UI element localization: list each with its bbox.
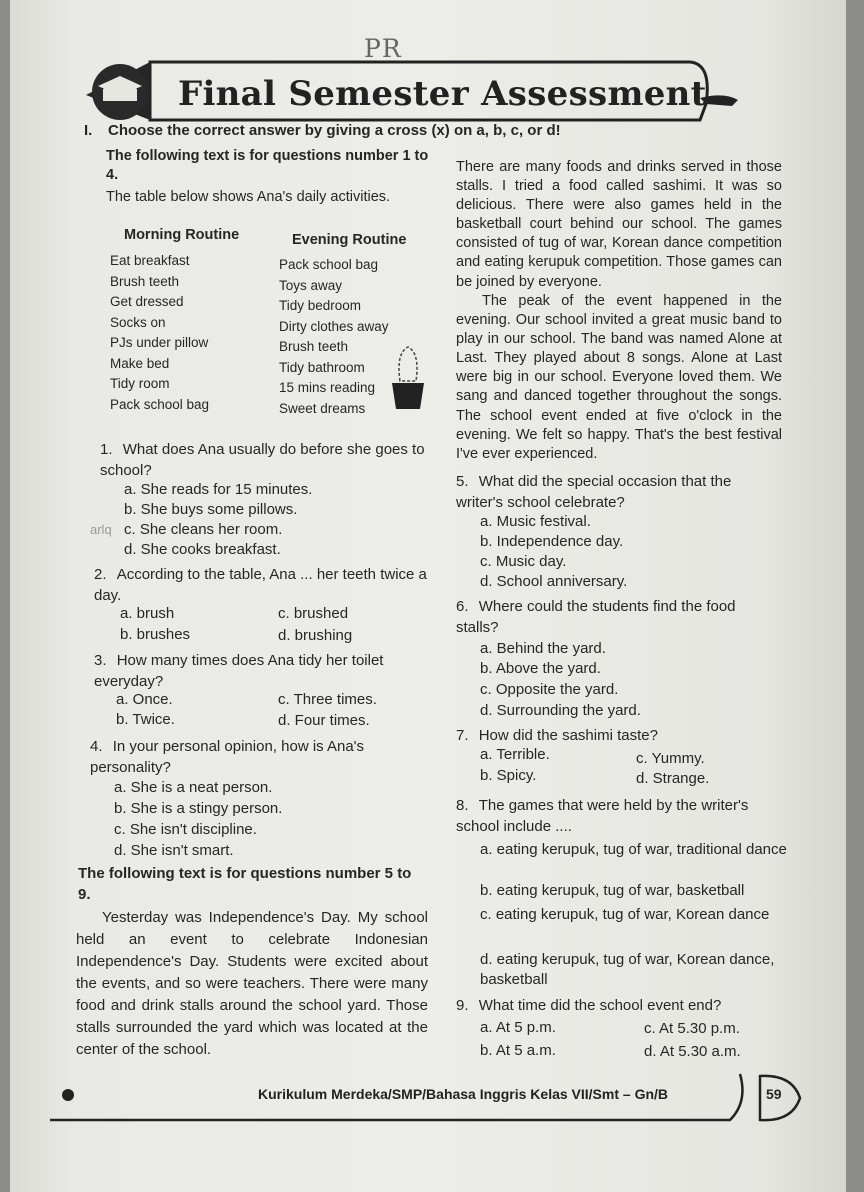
- evening-list: [279, 255, 389, 419]
- morning-item: Tidy room: [110, 376, 170, 391]
- q2-option-b[interactable]: b. brushes: [120, 626, 191, 643]
- question-number: 6.: [456, 598, 469, 615]
- q9-option-a[interactable]: a. At 5 p.m.: [480, 1019, 556, 1036]
- page-title: Final Semester Assessment: [178, 74, 707, 114]
- intro-1-4: The following text is for questions number 1 to 4.: [106, 148, 429, 184]
- q7-option-a[interactable]: a. Terrible.: [480, 746, 550, 763]
- q1-option-a[interactable]: a. She reads for 15 minutes.: [124, 481, 313, 498]
- footer-rule: [0, 1072, 864, 1132]
- question-text: What did the special occasion that the writer's school celebrate?: [456, 473, 732, 511]
- passage-right-2: The peak of the event happened in the evening. Our school invited a great music band to play in our school. The band was named Alone at Last. They played about 8 songs. Alone at Last were big in our school. Everyone loved them. We sang and danced together throughout the songs. The school event ended at five o'clock in the evening. We felt so happy. That's the best festival I've ever experienced.: [456, 293, 782, 462]
- handwritten-note: PR: [364, 34, 402, 63]
- routine-table: [98, 215, 428, 416]
- question-text: How did the sashimi taste?: [478, 727, 658, 744]
- evening-item: Dirty clothes away: [279, 318, 389, 334]
- evening-item: Pack school bag: [279, 257, 379, 272]
- morning-item: PJs under pillow: [110, 335, 209, 350]
- morning-item: Socks on: [110, 314, 166, 330]
- q4-option-c[interactable]: c. She isn't discipline.: [114, 821, 257, 838]
- intro-5-9: The following text is for questions number 5 to 9.: [78, 865, 412, 903]
- question-text: What time did the school event end?: [478, 997, 722, 1014]
- question-1: [100, 440, 430, 481]
- q6-option-b[interactable]: b. Above the yard.: [480, 660, 601, 677]
- question-number: 1.: [100, 441, 113, 458]
- morning-item: Make bed: [110, 355, 170, 371]
- q5-option-b[interactable]: b. Independence day.: [480, 533, 624, 550]
- q4-option-b[interactable]: b. She is a stingy person.: [114, 800, 283, 817]
- evening-item: Tidy bedroom: [279, 298, 362, 313]
- q5-option-c[interactable]: c. Music day.: [480, 553, 567, 570]
- question-5: [456, 472, 782, 513]
- intro-table: The table below shows Ana's daily activities.: [106, 189, 391, 205]
- q4-option-a[interactable]: a. She is a neat person.: [114, 779, 273, 796]
- q1-option-c[interactable]: c. She cleans her room.: [124, 521, 283, 538]
- question-number: 7.: [456, 727, 469, 744]
- evening-header: Evening Routine: [292, 232, 407, 248]
- morning-item: Brush teeth: [110, 273, 180, 289]
- question-text: Where could the students find the food stalls?: [456, 598, 736, 636]
- q7-option-b[interactable]: b. Spicy.: [480, 767, 537, 784]
- q5-option-a[interactable]: a. Music festival.: [480, 513, 591, 530]
- passage-left: Yesterday was Independence's Day. My school held an event to celebrate Indonesian Independence's Day. Students were excited about the events, and so were teachers. There were many food and drink stalls around the school yard. Those stalls surrounded the yard which was located at the center of the school.: [76, 909, 428, 1058]
- question-number: 5.: [456, 473, 469, 490]
- q2-option-c[interactable]: c. brushed: [278, 605, 349, 622]
- question-2: [94, 565, 430, 606]
- morning-item: Pack school bag: [110, 396, 210, 412]
- q9-option-c[interactable]: c. At 5.30 p.m.: [644, 1020, 740, 1037]
- q8-option-c[interactable]: c. eating kerupuk, tug of war, Korean dance: [480, 906, 770, 923]
- q5-option-d[interactable]: d. School anniversary.: [480, 573, 628, 590]
- q6-option-c[interactable]: c. Opposite the yard.: [480, 681, 619, 698]
- q8-option-d[interactable]: d. eating kerupuk, tug of war, Korean dance, basketball: [480, 951, 775, 988]
- question-number: 8.: [456, 797, 469, 814]
- q4-option-d[interactable]: d. She isn't smart.: [114, 842, 234, 859]
- question-8: [456, 796, 792, 837]
- q3-option-d[interactable]: d. Four times.: [278, 712, 370, 729]
- plant-pot-icon: [388, 343, 428, 413]
- section-number: I.: [84, 122, 93, 139]
- question-6: [456, 597, 782, 638]
- question-text: The games that were held by the writer's school include ....: [456, 797, 749, 835]
- question-text: How many times does Ana tidy her toilet everyday?: [94, 652, 384, 690]
- evening-item: 15 mins reading: [279, 380, 376, 395]
- q7-option-d[interactable]: d. Strange.: [636, 770, 710, 787]
- passage-right: There are many foods and drinks served in those stalls. I tried a food called sashimi. It was so delicious. There were also games held in the basketball court behind our school. The games consisted of tug of war, Korean dance competition and eating kerupuk competition. Those games can be joined by everyone.: [456, 159, 782, 290]
- q9-option-b[interactable]: b. At 5 a.m.: [480, 1042, 556, 1059]
- q2-option-d[interactable]: d. brushing: [278, 627, 353, 644]
- q3-option-a[interactable]: a. Once.: [116, 691, 173, 708]
- q9-option-d[interactable]: d. At 5.30 a.m.: [644, 1043, 741, 1060]
- title-banner: [0, 0, 864, 140]
- question-9: [456, 996, 782, 1017]
- q6-option-a[interactable]: a. Behind the yard.: [480, 640, 606, 657]
- stray-mark: arlq: [90, 522, 112, 537]
- question-number: 3.: [94, 652, 107, 669]
- q2-option-a[interactable]: a. brush: [120, 605, 175, 622]
- evening-item: Sweet dreams: [279, 400, 366, 416]
- question-text: What does Ana usually do before she goes to school?: [100, 441, 425, 479]
- question-text: According to the table, Ana ... her teeth twice a day.: [94, 566, 427, 604]
- q1-option-b[interactable]: b. She buys some pillows.: [124, 501, 298, 518]
- question-text: In your personal opinion, how is Ana's personality?: [90, 738, 365, 776]
- question-number: 2.: [94, 566, 107, 583]
- q3-option-c[interactable]: c. Three times.: [278, 691, 377, 708]
- morning-header: Morning Routine: [124, 227, 240, 243]
- morning-item: Get dressed: [110, 294, 184, 309]
- question-7: [456, 726, 782, 747]
- evening-item: Toys away: [279, 277, 343, 293]
- evening-item: Brush teeth: [279, 339, 349, 354]
- q6-option-d[interactable]: d. Surrounding the yard.: [480, 702, 641, 719]
- question-4: [90, 737, 430, 778]
- q7-option-c[interactable]: c. Yummy.: [636, 750, 705, 767]
- q8-option-a[interactable]: a. eating kerupuk, tug of war, traditional dance: [480, 841, 787, 858]
- page-number: 59: [766, 1086, 782, 1102]
- question-3: [94, 651, 430, 692]
- question-number: 9.: [456, 997, 469, 1014]
- evening-item: Tidy bathroom: [279, 359, 365, 375]
- q3-option-b[interactable]: b. Twice.: [116, 711, 175, 728]
- question-number: 4.: [90, 738, 103, 755]
- morning-item: Eat breakfast: [110, 253, 190, 268]
- morning-list: [110, 251, 209, 415]
- q8-option-b[interactable]: b. eating kerupuk, tug of war, basketball: [480, 882, 745, 899]
- instruction: Choose the correct answer by giving a cross (x) on a, b, c, or d!: [108, 122, 561, 139]
- q1-option-d[interactable]: d. She cooks breakfast.: [124, 541, 281, 558]
- footer-text: Kurikulum Merdeka/SMP/Bahasa Inggris Kelas VII/Smt – Gn/B: [258, 1086, 669, 1102]
